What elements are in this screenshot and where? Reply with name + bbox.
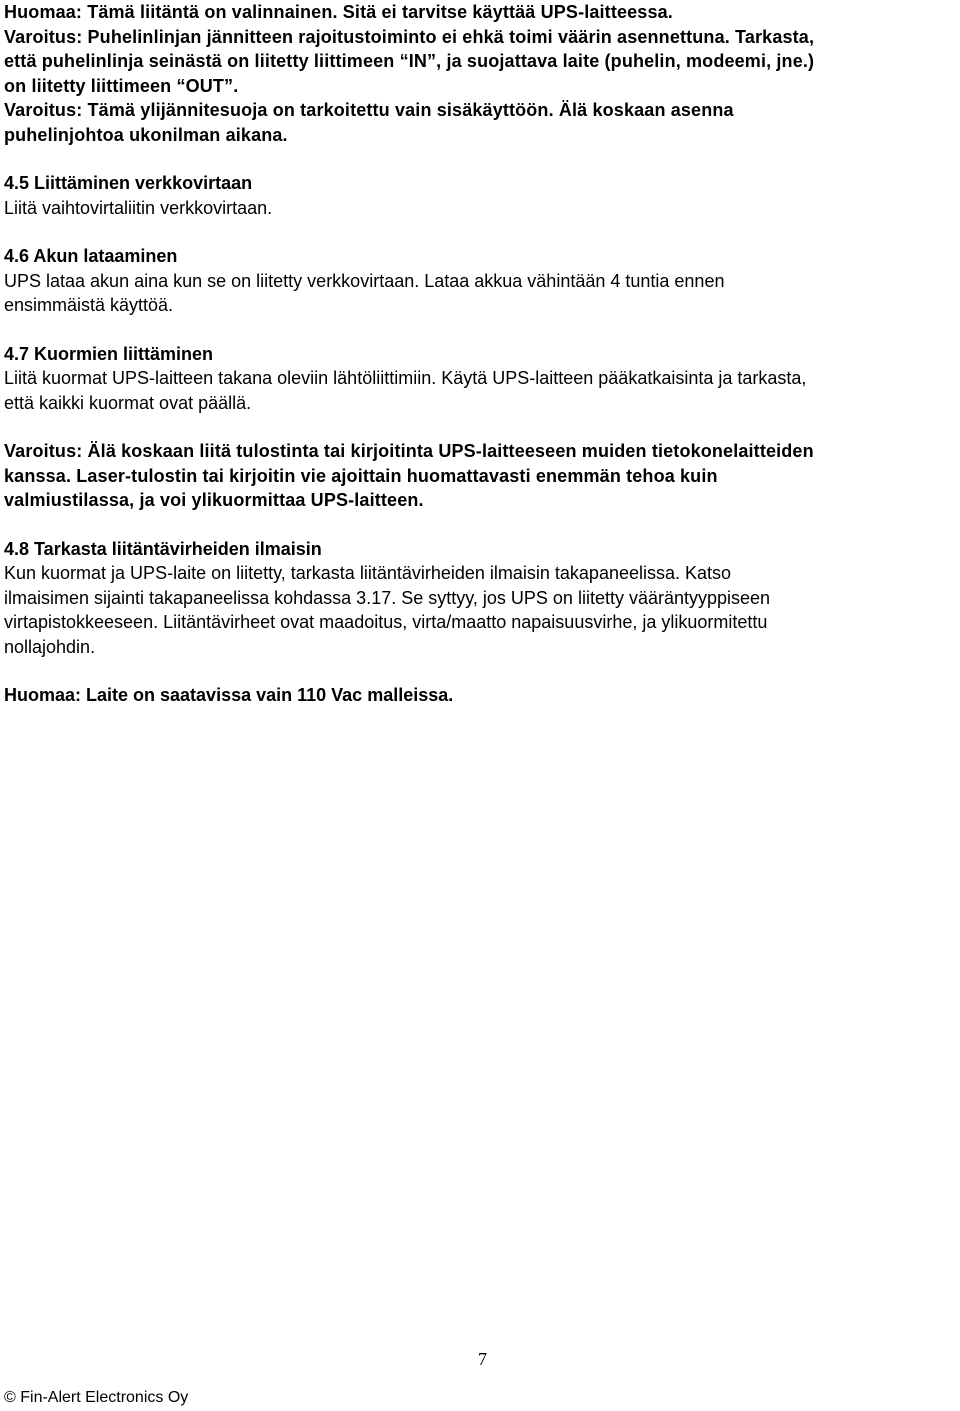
note-line: Huomaa: Laite on saatavissa vain 110 Vac malleissa. — [4, 685, 454, 705]
page-number: 7 — [478, 1349, 487, 1369]
body-line: UPS lataa akun aina kun se on liitetty verkkovirtaan. Lataa akkua vähintään 4 tuntia ennen — [4, 270, 725, 291]
warning-line: kanssa. Laser-tulostin tai kirjoitin vie ajoittain huomattavasti enemmän tehoa kuin — [4, 465, 718, 486]
body-line: Liitä kuormat UPS-laitteen takana oleviin lähtöliittimiin. Käytä UPS-laitteen pääkatkaisinta ja tarkasta, — [4, 368, 807, 388]
section-4-6 — [4, 244, 954, 318]
warning-line: on liitetty liittimeen “OUT”. — [4, 75, 239, 96]
section-heading: 4.7 Kuormien liittäminen — [4, 343, 214, 364]
section-4-5 — [4, 171, 954, 220]
warning-line: että puhelinlinja seinästä on liitetty liittimeen “IN”, ja suojattava laite (puhelin, modeemi, jne.) — [4, 51, 815, 71]
top-notes — [4, 0, 954, 147]
section-heading: 4.5 Liittäminen verkkovirtaan — [4, 173, 253, 193]
warning-line: puhelinjohtoa ukonilman aikana. — [4, 124, 288, 145]
warning-block — [4, 439, 954, 513]
body-line: ilmaisimen sijainti takapaneelissa kohdassa 3.17. Se syttyy, jos UPS on liitetty vääräntyyppiseen — [4, 587, 771, 608]
body-line: ensimmäistä käyttöä. — [4, 295, 174, 315]
footer-copyright: © Fin-Alert Electronics Oy — [4, 1389, 189, 1406]
warning-line: Varoitus: Puhelinlinjan jännitteen rajoitustoiminto ei ehkä toimi väärin asennettuna. Tarkasta, — [4, 26, 815, 47]
body-line: virtapistokkeeseen. Liitäntävirheet ovat maadoitus, virta/maatto napaisuusvirhe, ja ylikuormitettu — [4, 612, 768, 632]
body-line: että kaikki kuormat ovat päällä. — [4, 392, 252, 413]
section-heading: 4.8 Tarkasta liitäntävirheiden ilmaisin — [4, 538, 322, 559]
body-line: nollajohdin. — [4, 636, 96, 657]
note-line: Huomaa: Tämä liitäntä on valinnainen. Sitä ei tarvitse käyttää UPS-laitteessa. — [4, 2, 673, 22]
warning-line: Varoitus: Älä koskaan liitä tulostinta tai kirjoitinta UPS-laitteeseen muiden tietokonelaitteiden — [4, 441, 814, 461]
body-line: Liitä vaihtovirtaliitin verkkovirtaan. — [4, 197, 273, 218]
warning-line: valmiustilassa, ja voi ylikuormittaa UPS-laitteen. — [4, 490, 424, 510]
warning-line: Varoitus: Tämä ylijännitesuoja on tarkoitettu vain sisäkäyttöön. Älä koskaan asenna — [4, 100, 734, 120]
section-heading: 4.6 Akun lataaminen — [4, 246, 178, 266]
document-page — [4, 0, 954, 708]
body-line: Kun kuormat ja UPS-laite on liitetty, tarkasta liitäntävirheiden ilmaisin takapaneelissa. Katso — [4, 563, 732, 583]
section-4-8 — [4, 537, 954, 708]
section-4-7 — [4, 342, 954, 513]
